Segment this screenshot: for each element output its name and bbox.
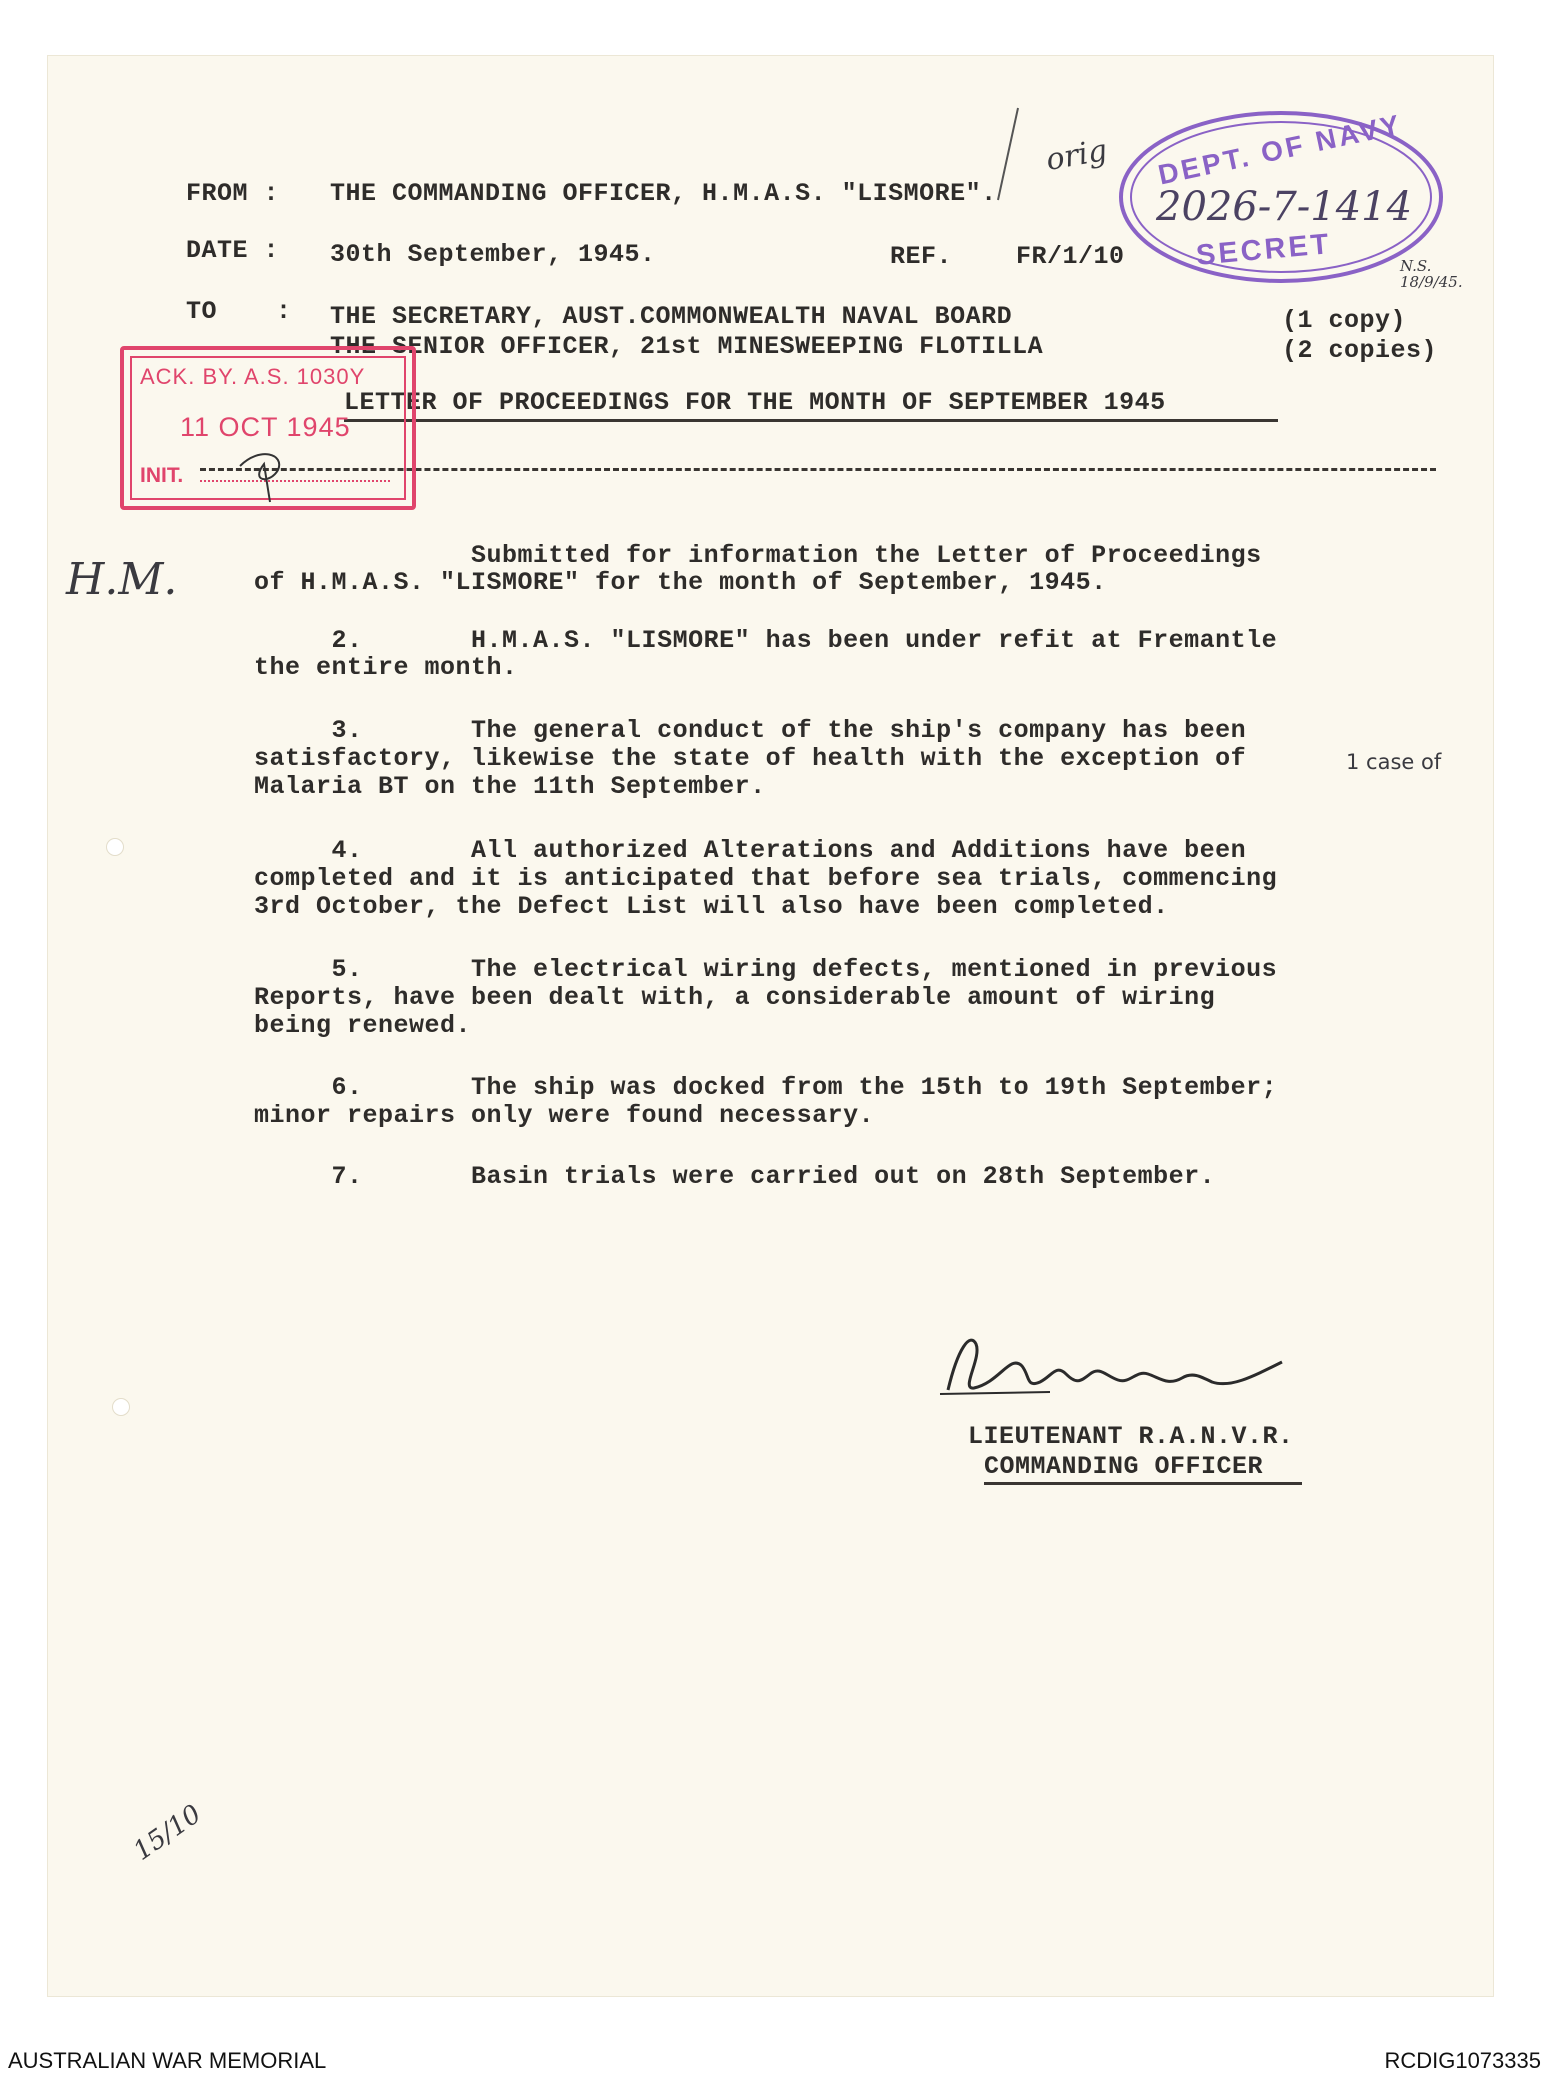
handwritten-insert: 1 case of: [1346, 750, 1442, 774]
navy-stamp-number: 2026-7-1414: [1156, 184, 1413, 230]
subject-underline: [344, 419, 1278, 422]
para-4-line-3: 3rd October, the Defect List will also have been completed.: [254, 892, 1169, 921]
navy-stamp-top: DEPT. OF NAVY: [1155, 108, 1405, 191]
to-colon: :: [276, 297, 292, 326]
para-6-line-2: minor repairs only were found necessary.: [254, 1101, 875, 1130]
ref-value: FR/1/10: [1016, 242, 1125, 271]
para-2-line-1: 2. H.M.A.S. "LISMORE" has been under refit at Fremantle: [254, 626, 1278, 655]
para-5-line-3: being renewed.: [254, 1011, 472, 1040]
orig-note: orig: [1043, 132, 1110, 179]
para-2-line-2: the entire month.: [254, 653, 518, 682]
ack-stamp-date: 11 OCT 1945: [180, 412, 351, 442]
ns-note: N.S. 18/9/45.: [1400, 257, 1463, 291]
recipient-2: THE SENIOR OFFICER, 21st MINESWEEPING FLOTILLA: [330, 332, 1044, 361]
para-1-line-1: Submitted for information the Letter of Proceedings: [254, 541, 1262, 570]
para-4-line-1: 4. All authorized Alterations and Additions have been: [254, 836, 1247, 865]
footer-left: AUSTRALIAN WAR MEMORIAL: [8, 2048, 327, 2073]
para-4-line-2: completed and it is anticipated that before sea trials, commencing: [254, 864, 1278, 893]
ref-label: REF.: [890, 242, 953, 271]
para-5-line-2: Reports, have been dealt with, a considerable amount of wiring: [254, 983, 1216, 1012]
recipient-2-copies: (2 copies): [1282, 336, 1438, 365]
footer-right: RCDIG1073335: [1384, 2048, 1541, 2073]
signature-title: COMMANDING OFFICER: [984, 1452, 1264, 1481]
navy-stamp-bottom: SECRET: [1194, 228, 1333, 272]
hm-initials: H.M.: [66, 554, 178, 605]
punch-hole: [106, 838, 124, 856]
from-value: THE COMMANDING OFFICER, H.M.A.S. "LISMORE".: [330, 179, 997, 208]
ack-initials-scribble: [230, 436, 300, 506]
subject-line: LETTER OF PROCEEDINGS FOR THE MONTH OF SEPTEMBER 1945: [344, 388, 1166, 417]
date-label: DATE :: [186, 236, 280, 265]
para-3-line-2: satisfactory, likewise the state of health with the exception of: [254, 744, 1247, 773]
para-1-line-2: of H.M.A.S. "LISMORE" for the month of September, 1945.: [254, 568, 1107, 597]
ack-stamp-line1: ACK. BY. A.S. 1030Y: [140, 364, 366, 389]
to-label: TO: [186, 297, 218, 326]
para-3-line-1: 3. The general conduct of the ship's company has been: [254, 716, 1247, 745]
para-7-line-1: 7. Basin trials were carried out on 28th September.: [254, 1162, 1216, 1191]
recipient-1: THE SECRETARY, AUST.COMMONWEALTH NAVAL BOARD: [330, 302, 1013, 331]
from-label: FROM :: [186, 179, 280, 208]
signature: [930, 1318, 1320, 1418]
date-value: 30th September, 1945.: [330, 240, 656, 269]
punch-hole: [112, 1398, 130, 1416]
signature-rank: LIEUTENANT R.A.N.V.R.: [968, 1422, 1294, 1451]
para-3-line-3: Malaria BT on the 11th September.: [254, 772, 766, 801]
para-6-line-1: 6. The ship was docked from the 15th to 19th September;: [254, 1073, 1278, 1102]
bottom-initials: 15/10: [128, 1799, 207, 1867]
ack-stamp-init: INIT.: [140, 464, 184, 487]
para-5-line-1: 5. The electrical wiring defects, mentioned in previous: [254, 955, 1278, 984]
recipient-1-copies: (1 copy): [1282, 306, 1407, 335]
signature-title-underline: [984, 1482, 1302, 1485]
navy-stamp: [1116, 108, 1446, 286]
